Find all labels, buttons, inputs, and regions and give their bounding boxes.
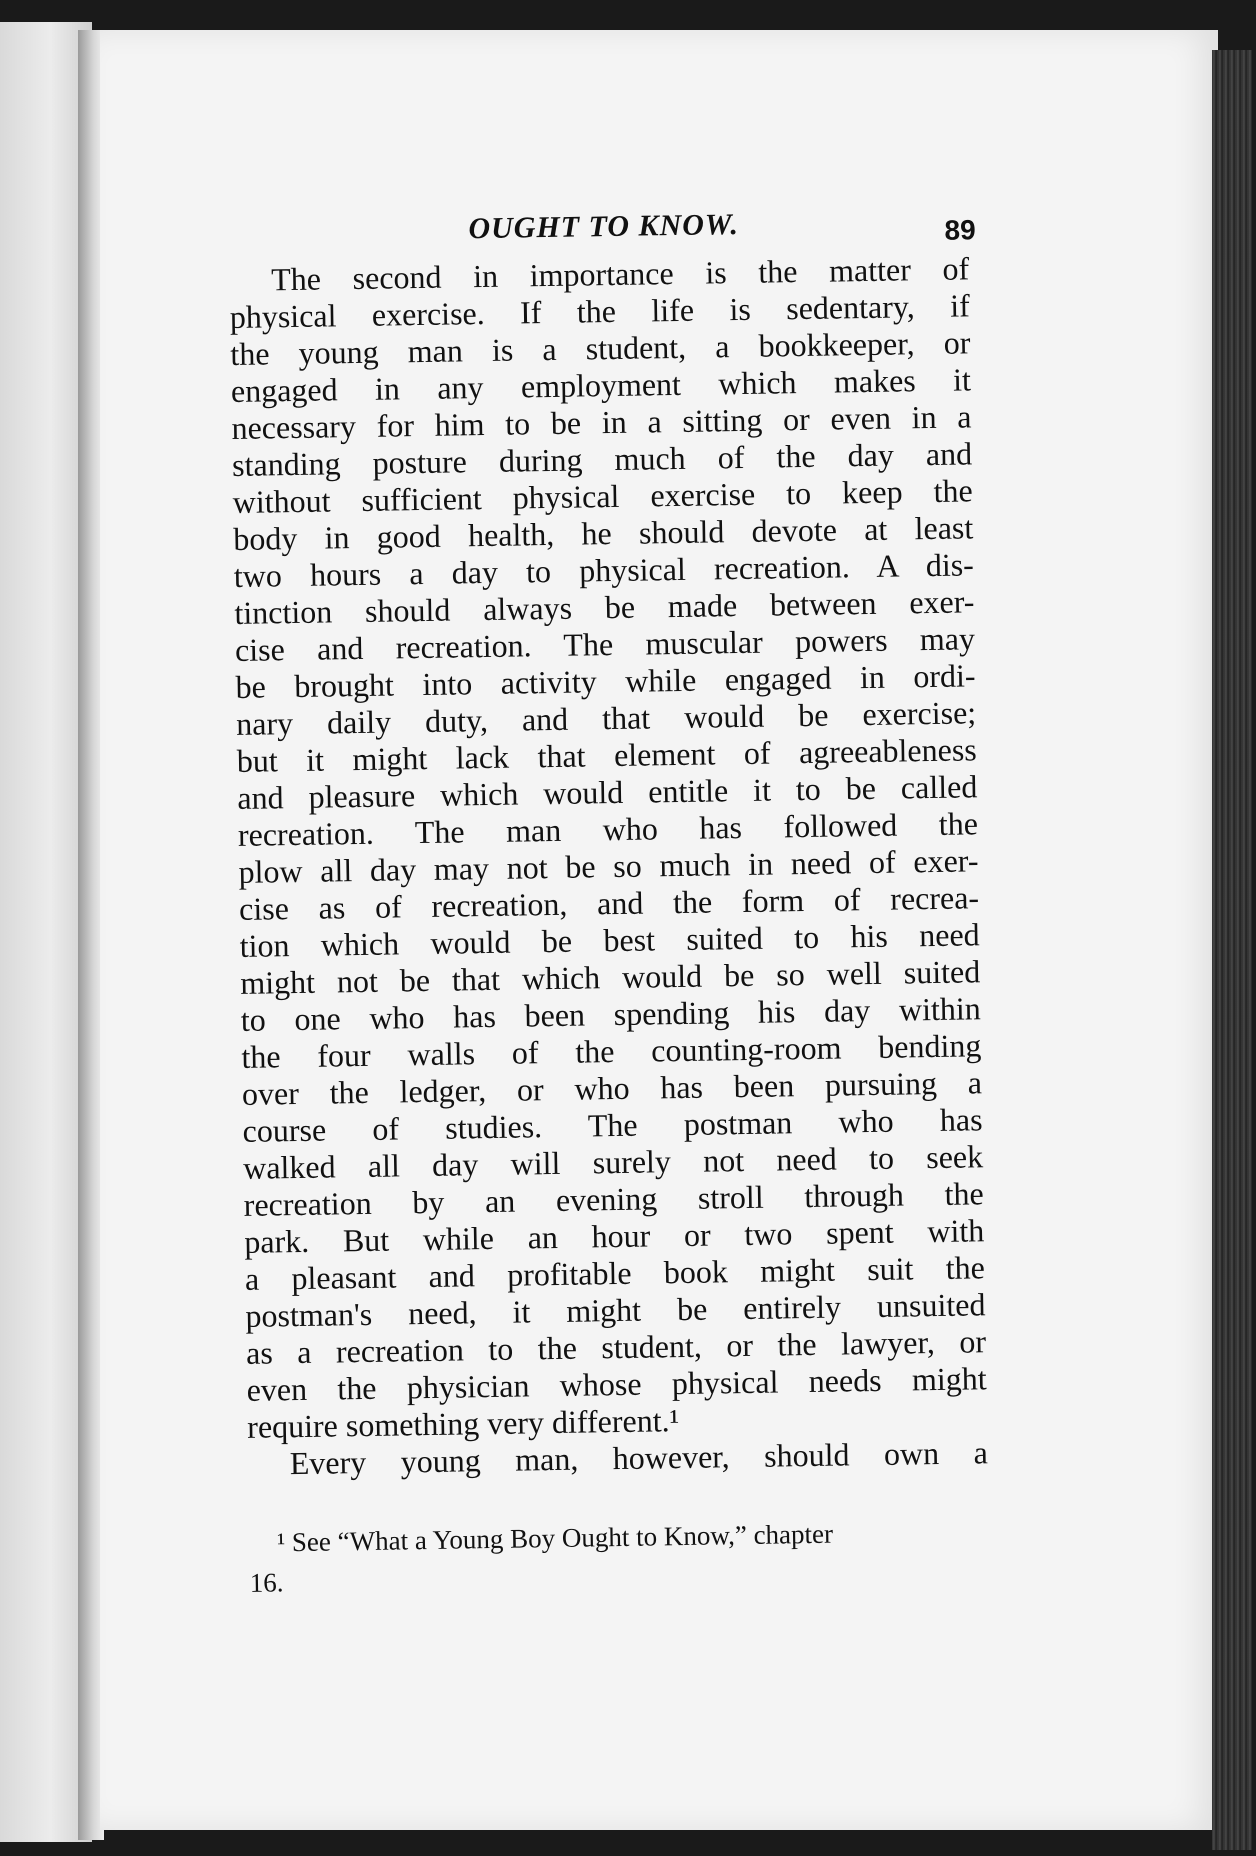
body-line: the four walls of the counting-room bending [241, 1027, 982, 1075]
page-number: 89 [944, 214, 976, 246]
body-line: but it might lack that element of agreeableness [236, 731, 977, 779]
body-line: require something very different.¹ [246, 1402, 680, 1445]
body-text [229, 250, 988, 1482]
running-head [228, 190, 976, 262]
body-line: course of studies. The postman who has [242, 1101, 983, 1149]
body-line: might not be that which would be so well suited [239, 953, 981, 1001]
body-line: to one who has been spending his day within [240, 990, 982, 1038]
body-line: two hours a day to physical recreation. A dis- [233, 546, 975, 594]
body-line: and pleasure which would entitle it to be called [237, 768, 978, 816]
body-line: a pleasant and profitable book might suit the [244, 1249, 986, 1297]
body-line: park. But while an hour or two spent with [244, 1212, 985, 1260]
body-line: plow all day may not be so much in need of exer- [238, 842, 979, 890]
footnote [249, 1511, 990, 1603]
body-line: the young man is a student, a bookkeeper, or [230, 324, 971, 372]
body-line: Every young man, however, should own a [289, 1434, 989, 1482]
body-line: recreation. The man who has followed the [237, 805, 979, 853]
running-title: OUGHT TO KNOW. [468, 207, 740, 246]
body-line: standing posture during much of the day and [231, 435, 973, 483]
body-line: The second in importance is the matter of [270, 250, 970, 298]
footnote-line: 16. [249, 1567, 284, 1598]
body-line: walked all day will surely not need to seek [242, 1138, 984, 1186]
body-line: even the physician whose physical needs might [246, 1360, 987, 1408]
body-line: tinction should always be made between exer- [234, 583, 975, 631]
body-line: over the ledger, or who has been pursuing a [241, 1064, 983, 1112]
body-line: nary daily duty, and that would be exercise; [235, 694, 977, 742]
body-line: tion which would be best suited to his need [239, 916, 980, 964]
body-line: as a recreation to the student, or the lawyer, or [245, 1323, 987, 1371]
footnote-line: ¹ See “What a Young Boy Ought to Know,” chapter [276, 1518, 834, 1558]
body-line: recreation by an evening stroll through the [243, 1175, 984, 1223]
body-line: cise as of recreation, and the form of recrea- [238, 879, 980, 927]
page-fore-edge [1212, 50, 1252, 1850]
body-line: without sufficient physical exercise to keep the [232, 472, 973, 520]
body-line: postman's need, it might be entirely unsuited [245, 1286, 986, 1334]
body-line: physical exercise. If the life is sedentary, if [229, 287, 970, 335]
body-line: necessary for him to be in a sitting or even in a [231, 398, 972, 446]
body-line: cise and recreation. The muscular powers may [234, 620, 976, 668]
body-line: be brought into activity while engaged in ordi- [235, 657, 976, 705]
body-line: engaged in any employment which makes it [230, 361, 972, 409]
page-text-block [228, 190, 990, 1602]
body-line: body in good health, he should devote at least [233, 509, 974, 557]
